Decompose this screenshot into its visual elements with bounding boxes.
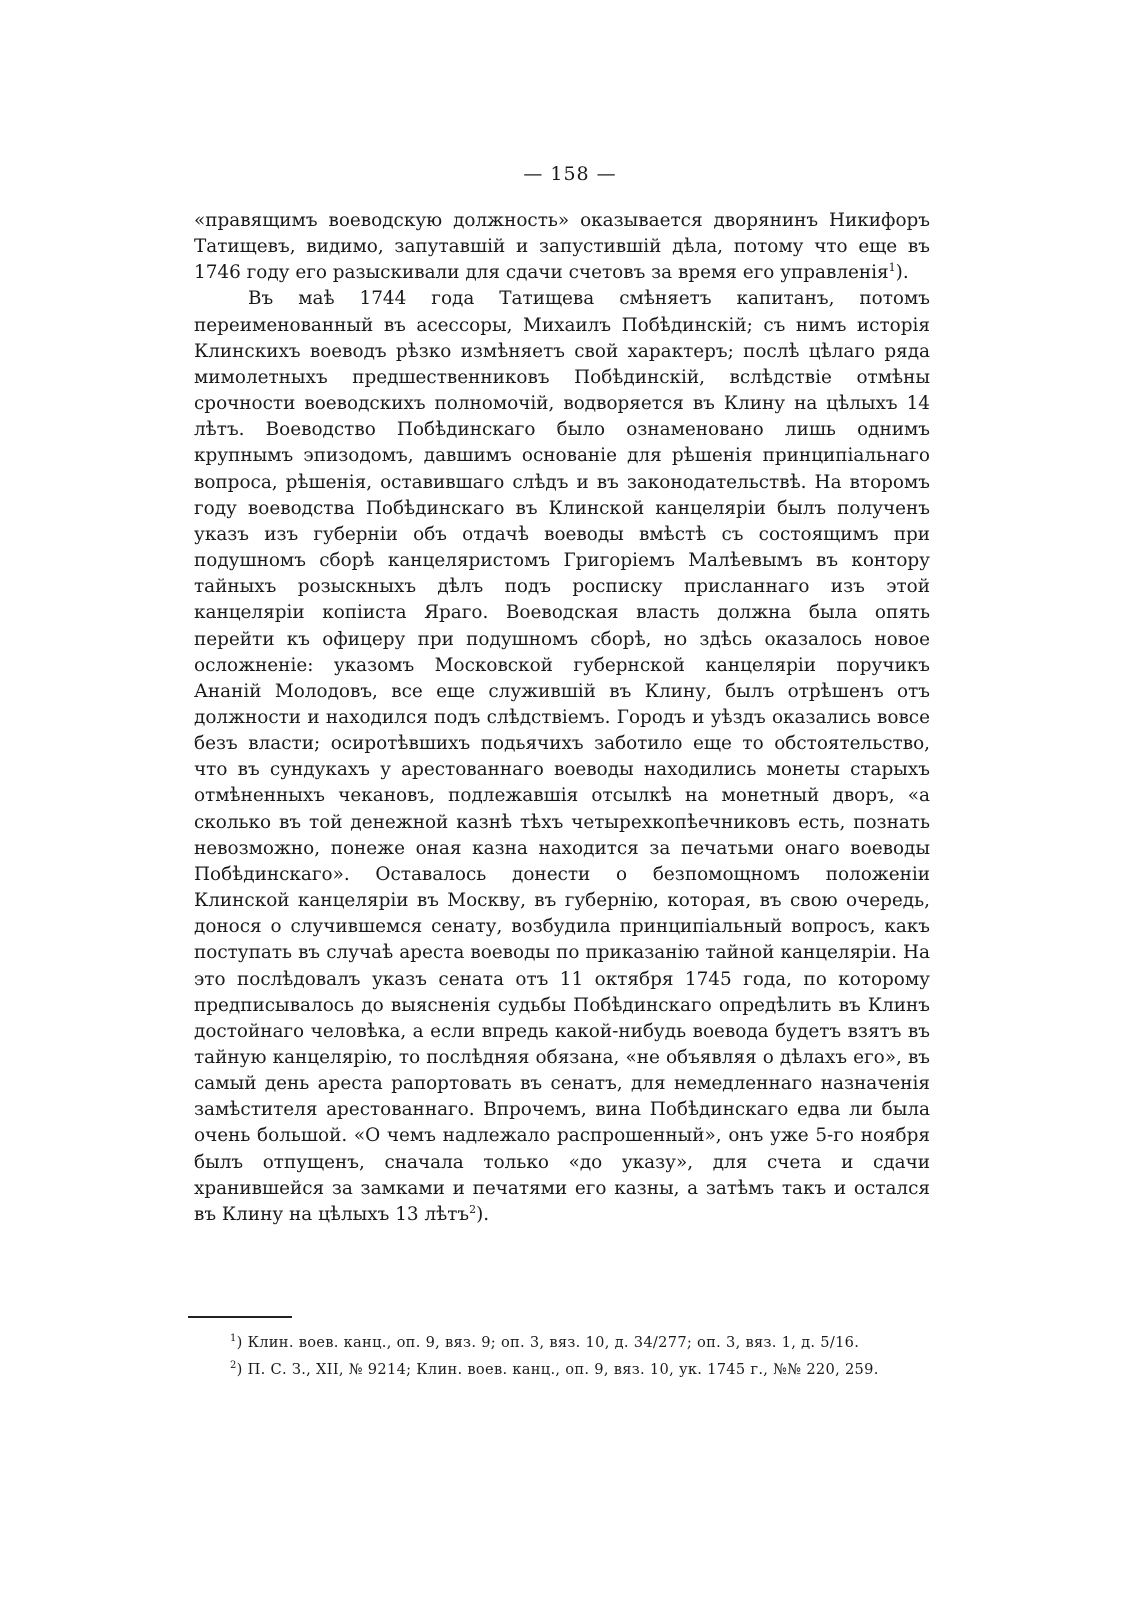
footnote-reference: 2	[469, 1202, 477, 1216]
footnote-reference: 1	[888, 261, 896, 275]
footnote-text: ) Клин. воев. канц., оп. 9, вяз. 9; оп. 3, вяз. 10, д. 34/277; оп. 3, вяз. 1, д. 5/16.	[236, 1334, 860, 1351]
footnotes	[188, 1332, 931, 1386]
footnote-text: ) П. С. З., XII, № 9214; Клин. воев. канц., оп. 9, вяз. 10, ук. 1745 г., №№ 220, 259.	[236, 1361, 879, 1378]
paragraph-text: «правящимъ воеводскую должность» оказывается дворянинъ Никифоръ Татищевъ, видимо, запутавшій и запустившій дѣла, потому что еще въ 1746 году его разыскивали для сдачи счетовъ за время его управленія	[194, 210, 930, 284]
footnote	[188, 1332, 931, 1354]
page-number: — 158 —	[523, 163, 617, 185]
paragraph-text: Въ маѣ 1744 года Татищева смѣняетъ капитанъ, потомъ переименованный въ асессоры, Михаилъ Побѣдинскій; съ нимъ исторія Клинскихъ воеводъ рѣзко измѣняетъ свой характеръ; послѣ цѣлаго ряда мимолетныхъ предшественниковъ Побѣдинскій, вслѣдствіе отмѣны срочности воеводскихъ полномочій, водворяется въ Клину на цѣлыхъ 14 лѣтъ. Воеводство Побѣдинскаго было ознаменовано лишь однимъ крупнымъ эпизодомъ, давшимъ основаніе для рѣшенія принципіальнаго вопроса, рѣшенія, оставившаго слѣдъ и въ законодательствѣ. На второмъ году воеводства Побѣдинскаго въ Клинской канцеляріи былъ полученъ указъ изъ губерніи объ отдачѣ воеводы вмѣстѣ съ состоящимъ при подушномъ сборѣ канцеляристомъ Григоріемъ Малѣевымъ въ контору тайныхъ розыскныхъ дѣлъ подъ росписку присланнаго изъ этой канцеляріи копіиста Яраго. Воеводская власть должна была опять перейти къ офицеру при подушномъ сборѣ, но здѣсь оказалось новое осложненіе: указомъ Московской губернской канцеляріи поручикъ Ананій Молодовъ, все еще служившій въ Клину, былъ отрѣшенъ отъ должности и находился подъ слѣдствіемъ. Городъ и уѣздъ оказались вовсе безъ власти; осиротѣвшихъ подьячихъ заботило еще то обстоятельство, что въ сундукахъ у арестованнаго воеводы находились монеты старыхъ отмѣненныхъ чекановъ, подлежавшія отсылкѣ на монетный дворъ, «а сколько въ той денежной казнѣ тѣхъ четырехкопѣечниковъ есть, познать невозможно, понеже оная казна находится за печатьми онаго воеводы Побѣдинскаго». Оставалось донести о безпомощномъ положеніи Клинской канцеляріи въ Москву, въ губернію, которая, въ свою очередь, донося о случившемся сенату, возбудила принципіальный вопросъ, какъ поступать въ случаѣ ареста воеводы по приказанію тайной канцеляріи. На это послѣдовалъ указъ сената отъ 11 октября 1745 года, по которому предписывалось до выясненія судьбы Побѣдинскаго опредѣлить въ Клинъ достойнаго человѣка, а если впредь какой-нибудь воевода будетъ взятъ въ тайную канцелярію, то послѣдняя обязана, «не объявляя о дѣлахъ его», въ самый день ареста рапортовать въ сенатъ, для немедленнаго назначенія замѣстителя арестованнаго. Впрочемъ, вина Побѣдинскаго едва ли была очень большой. «О чемъ надлежало распрошенный», онъ уже 5-го ноября былъ отпущенъ, сначала только «до указу», для счета и сдачи хранившейся за замками и печатями его казны, а затѣмъ такъ и остался въ Клину на цѣлыхъ 13 лѣтъ	[194, 288, 930, 1225]
paragraph	[194, 208, 930, 286]
paragraph-tail: ).	[476, 1203, 490, 1225]
main-text	[194, 208, 930, 1228]
paragraph-tail: ).	[895, 262, 909, 284]
footnote	[188, 1359, 931, 1381]
footnote-mark: 1	[230, 1333, 237, 1345]
paragraph	[194, 286, 930, 1228]
footnote-mark: 2	[230, 1360, 237, 1372]
footnote-divider	[188, 1316, 292, 1318]
